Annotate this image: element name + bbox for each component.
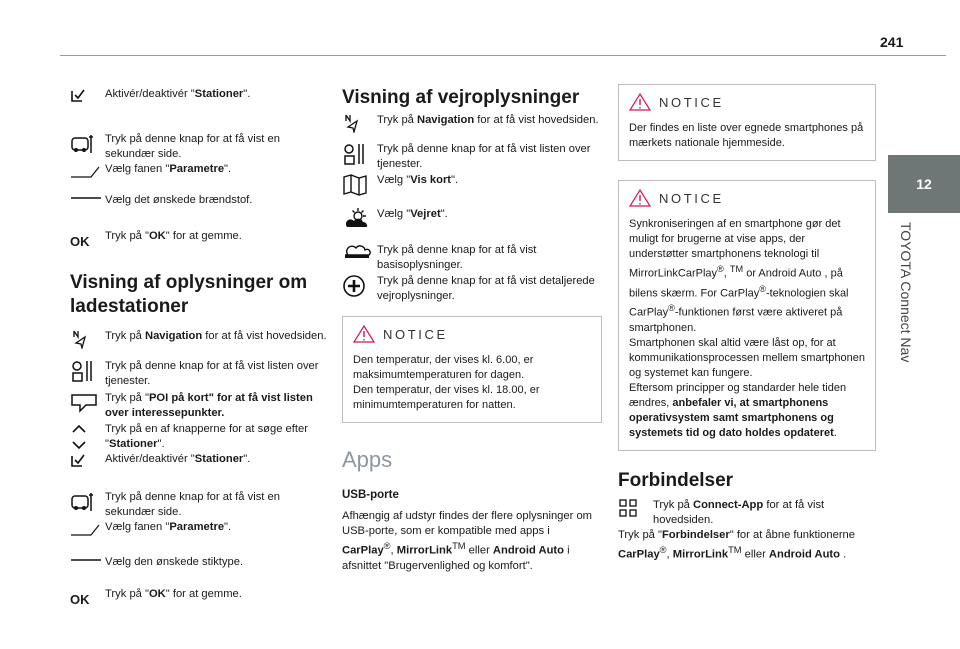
settings-car-icon <box>70 132 105 160</box>
step-text: Vælg den ønskede stiktype. <box>105 556 244 568</box>
page-number: 241 <box>880 34 904 50</box>
usb-heading: USB-porte <box>342 489 399 501</box>
step-fuel <box>70 193 328 221</box>
step-text: Tryk på "POI på kort" for at få vist listen over interessepunkter. <box>105 392 313 419</box>
step-text: Tryk på denne knap for at få vist detaljerede vejroplysninger. <box>377 275 595 302</box>
step-save <box>70 229 328 257</box>
header-rule <box>60 55 946 56</box>
notice-box-sync <box>618 180 876 451</box>
column-right <box>618 84 876 563</box>
step-text: Tryk på Connect-App for at få vist hovedsiden. <box>653 498 825 526</box>
step-text: Aktivér/deaktivér "Stationer". <box>105 88 251 100</box>
step-secondary-page-2 <box>70 490 328 535</box>
step-basic-info <box>342 243 602 273</box>
connections-text: Tryk på "Forbindelser" for at åbne funktionerne CarPlay®, MirrorLink™ eller Android Auto . <box>618 528 855 561</box>
ok-icon: OK <box>70 592 90 607</box>
warning-icon <box>353 325 375 343</box>
checkbox-icon <box>70 87 105 115</box>
list-line-icon <box>70 193 105 221</box>
step-navigation <box>342 113 602 141</box>
apps-grid-icon <box>618 498 653 526</box>
step-connect-app <box>618 498 876 528</box>
navigation-icon <box>70 329 105 357</box>
step-text: Tryk på denne knap for at få vist en sekundær side. Vælg fanen "Parametre". <box>105 491 280 533</box>
map-icon <box>342 173 377 201</box>
chapter-tab[interactable]: 12 <box>888 155 960 213</box>
notice-label: NOTICE <box>659 94 724 110</box>
step-text: Tryk på Navigation for at få vist hovedsiden. <box>377 114 599 126</box>
chevron-up-down-icon <box>70 422 105 454</box>
step-navigation <box>70 329 328 357</box>
notice-text: Den temperatur, der vises kl. 6.00, er maksimumtemperaturen for dagen. Den temperatur, der vises kl. 18.00, er minimumtemperaturen for natten. <box>353 354 540 411</box>
step-text: Vælg det ønskede brændstof. <box>105 194 253 206</box>
step-text: Tryk på "OK" for at gemme. <box>105 230 242 242</box>
step-text: Tryk på Navigation for at få vist hovedsiden. <box>105 330 327 342</box>
notice-label: NOTICE <box>659 190 724 206</box>
checkbox-icon <box>70 452 105 480</box>
step-save-2 <box>70 587 328 615</box>
notice-box-smartphones <box>618 84 876 161</box>
services-icon <box>70 359 105 387</box>
step-search-stations <box>70 422 328 454</box>
step-show-map <box>342 173 602 201</box>
step-detailed-info <box>342 274 602 304</box>
step-toggle-stations-2 <box>70 452 328 480</box>
section-heading: Forbindelser <box>618 469 734 491</box>
notice-box-temperature <box>342 316 602 423</box>
step-text: Tryk på en af knapperne for at søge efter "Stationer". <box>105 423 308 450</box>
tab-icon <box>70 165 105 193</box>
weather-icon <box>342 207 377 235</box>
warning-icon <box>629 189 651 207</box>
step-poi <box>70 391 328 421</box>
section-heading: Visning af oplysninger om ladestationer <box>70 272 308 317</box>
step-text: Tryk på denne knap for at få vist en sekundær side. Vælg fanen "Parametre". <box>105 133 280 175</box>
step-text: Tryk på denne knap for at få vist listen over tjenester. <box>105 360 319 387</box>
chapter-title: TOYOTA Connect Nav <box>898 222 914 363</box>
list-line-icon <box>70 555 105 583</box>
column-left <box>70 80 328 615</box>
step-text: Tryk på denne knap for at få vist basisoplysninger. <box>377 244 537 271</box>
tab-icon <box>70 523 105 551</box>
settings-charging-icon <box>70 490 105 518</box>
notice-text: Synkroniseringen af en smartphone gør det muligt for brugerne at vise apps, der understøtter smartphonens teknologi til MirrorLinkCarPlay®, ™ or Android Auto , på bilens skærm. For CarPlay®-teknologien skal CarPlay®-funktionen først være aktiveret på smartphonen. Smartphonen skal altid være låst op, for at kommunikationsprocessen mellem smartphonen og systemet kan fungere. Eftersom principper og standarder hele tiden ændres, anbefaler vi, at smartphonens operativsystem samt smartphonens og systemets tid og dato holdes opdateret. <box>629 218 865 439</box>
ok-icon: OK <box>70 234 90 249</box>
step-plug-type <box>70 555 328 583</box>
usb-text: Afhængig af udstyr findes der flere oplysninger om USB-porte, som er kompatible med apps i CarPlay®, MirrorLink™ eller Android Auto i afsnittet "Brugervenlighed og komfort". <box>342 510 592 572</box>
step-text: Aktivér/deaktivér "Stationer". <box>105 453 251 465</box>
step-text: Tryk på "OK" for at gemme. <box>105 588 242 600</box>
navigation-icon <box>342 113 377 141</box>
step-secondary-page <box>70 132 328 177</box>
notice-label: NOTICE <box>383 326 448 342</box>
column-middle <box>342 86 602 574</box>
step-services <box>70 359 328 389</box>
apps-heading: Apps <box>342 447 393 472</box>
warning-icon <box>629 93 651 111</box>
step-toggle-stations <box>70 87 328 115</box>
step-text: Vælg "Vis kort". <box>377 174 459 186</box>
section-heading: Visning af vejroplysninger <box>342 87 580 108</box>
map-poi-icon <box>70 391 105 419</box>
plus-circle-icon <box>342 274 377 302</box>
services-icon <box>342 142 377 170</box>
cloud-icon <box>342 243 377 271</box>
step-text: Tryk på denne knap for at få vist listen over tjenester. <box>377 143 591 170</box>
step-weather <box>342 207 602 235</box>
step-text: Vælg "Vejret". <box>377 208 448 220</box>
notice-text: Der findes en liste over egnede smartphones på mærkets nationale hjemmeside. <box>629 122 864 149</box>
step-services <box>342 142 602 172</box>
